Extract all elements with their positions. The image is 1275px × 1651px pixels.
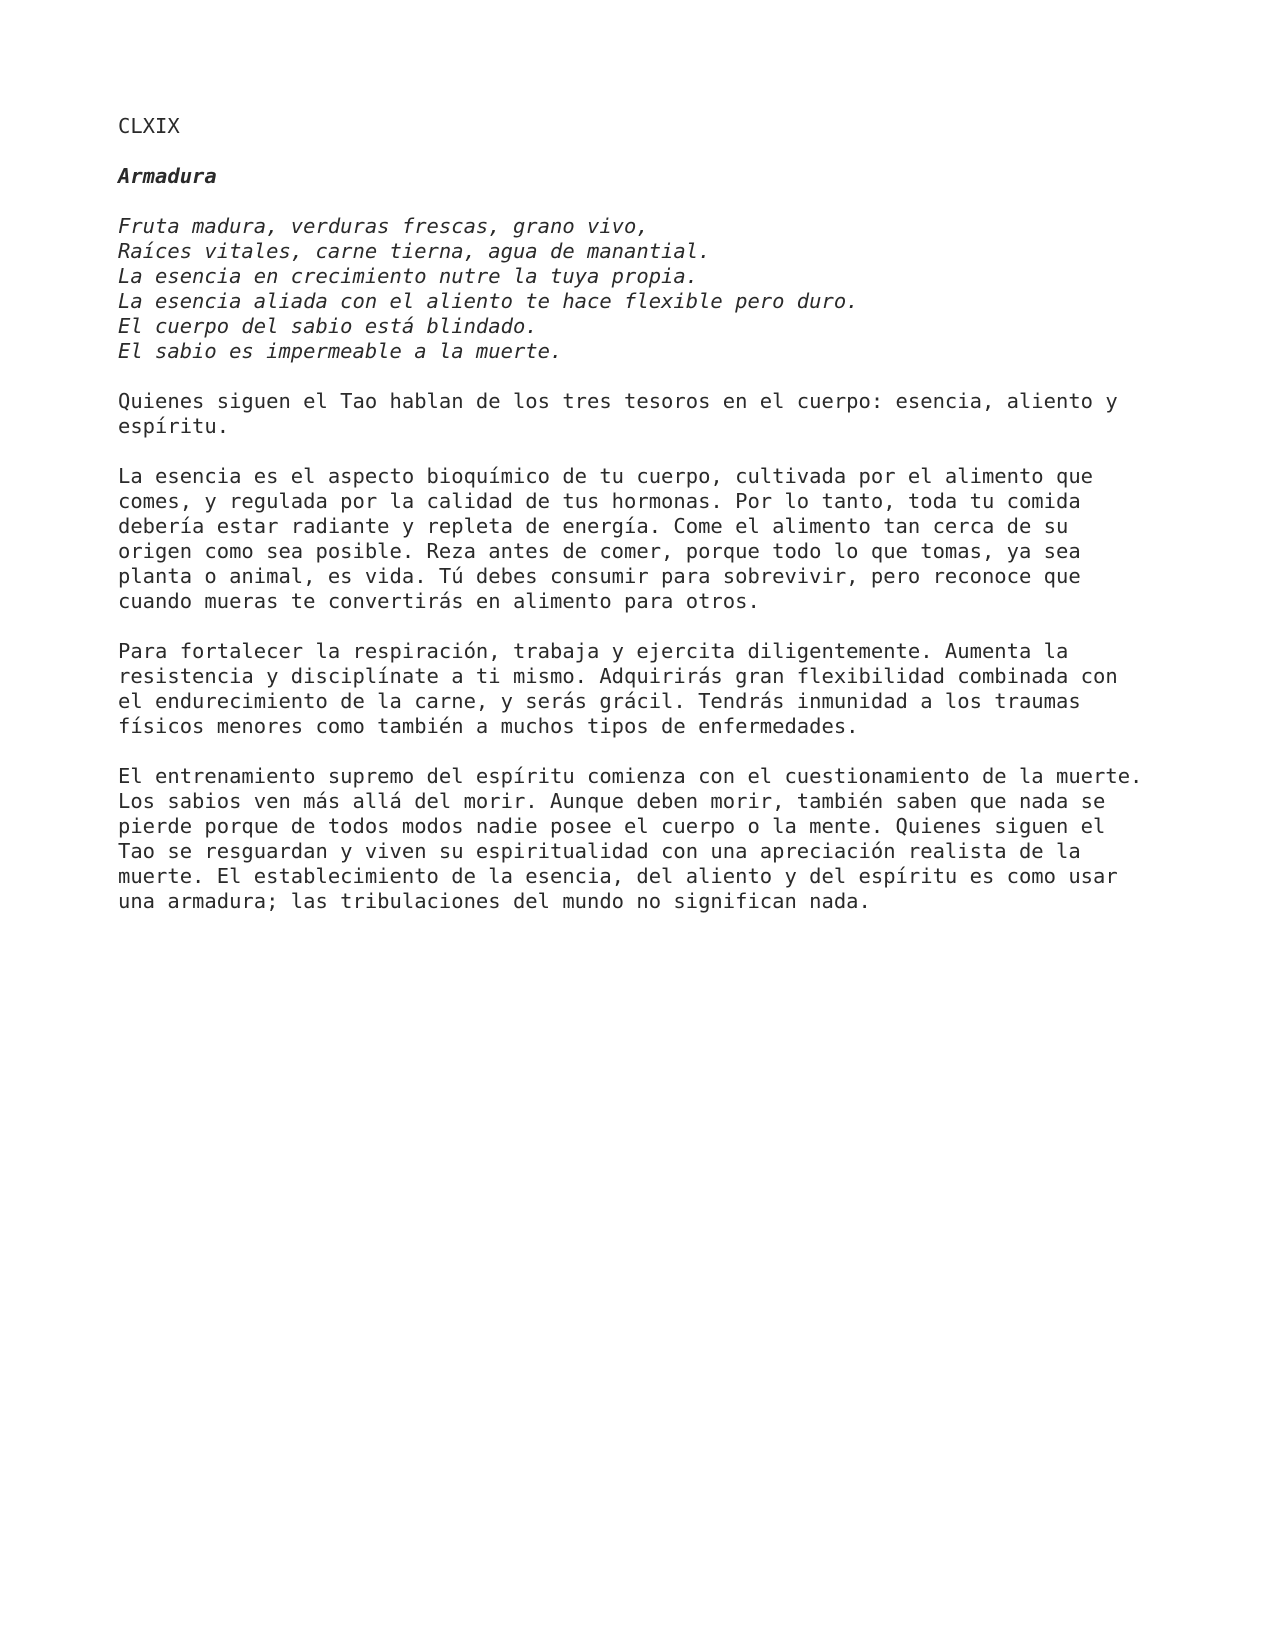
spacer — [118, 139, 1178, 164]
paragraph-line: muerte. El establecimiento de la esencia, del aliento y del espíritu es como usar — [118, 864, 1118, 888]
paragraph-three-treasures — [118, 389, 1178, 439]
paragraph-line: Quienes siguen el Tao hablan de los tres tesoros en el cuerpo: esencia, aliento y — [118, 389, 1118, 413]
paragraph-line: físicos menores como también a muchos tipos de enfermedades. — [118, 714, 859, 738]
paragraph-line: Los sabios ven más allá del morir. Aunque deben morir, también saben que nada se — [118, 789, 1106, 813]
spacer — [118, 739, 1178, 764]
paragraph-line: una armadura; las tribulaciones del mundo no significan nada. — [118, 889, 871, 913]
poem-line: El cuerpo del sabio está blindado. — [118, 314, 538, 338]
chapter-title: Armadura — [118, 164, 217, 188]
paragraph-line: pierde porque de todos modos nadie posee el cuerpo o la mente. Quienes siguen el — [118, 814, 1106, 838]
paragraph-line: La esencia es el aspecto bioquímico de tu cuerpo, cultivada por el alimento que — [118, 464, 1094, 488]
paragraph-line: cuando mueras te convertirás en alimento para otros. — [118, 589, 760, 613]
paragraph-line: Tao se resguardan y viven su espiritualidad con una apreciación realista de la — [118, 839, 1081, 863]
paragraph-line: origen como sea posible. Reza antes de comer, porque todo lo que tomas, ya sea — [118, 539, 1081, 563]
poem-stanza — [118, 214, 1178, 364]
spacer — [118, 614, 1178, 639]
poem-line: Fruta madura, verduras frescas, grano vivo, — [118, 214, 649, 238]
paragraph-line: Para fortalecer la respiración, trabaja y ejercita diligentemente. Aumenta la — [118, 639, 1069, 663]
spacer — [118, 364, 1178, 389]
spacer — [118, 439, 1178, 464]
paragraph-line: comes, y regulada por la calidad de tus hormonas. Por lo tanto, toda tu comida — [118, 489, 1081, 513]
spacer — [118, 189, 1178, 214]
paragraph-spirit — [118, 764, 1178, 914]
paragraph-line: resistencia y disciplínate a ti mismo. Adquirirás gran flexibilidad combinada con — [118, 664, 1118, 688]
chapter-number: CLXIX — [118, 114, 180, 138]
poem-line: Raíces vitales, carne tierna, agua de manantial. — [118, 239, 711, 263]
poem-line: La esencia aliada con el aliento te hace flexible pero duro. — [118, 289, 859, 313]
paragraph-line: El entrenamiento supremo del espíritu comienza con el cuestionamiento de la muerte. — [118, 764, 1143, 788]
poem-line: La esencia en crecimiento nutre la tuya propia. — [118, 264, 699, 288]
paragraph-line: el endurecimiento de la carne, y serás grácil. Tendrás inmunidad a los traumas — [118, 689, 1081, 713]
document-page — [118, 114, 1178, 914]
paragraph-line: debería estar radiante y repleta de energía. Come el alimento tan cerca de su — [118, 514, 1069, 538]
poem-line: El sabio es impermeable a la muerte. — [118, 339, 563, 363]
paragraph-essence — [118, 464, 1178, 614]
paragraph-line: planta o animal, es vida. Tú debes consumir para sobrevivir, pero reconoce que — [118, 564, 1081, 588]
paragraph-line: espíritu. — [118, 414, 230, 438]
paragraph-breath — [118, 639, 1178, 739]
